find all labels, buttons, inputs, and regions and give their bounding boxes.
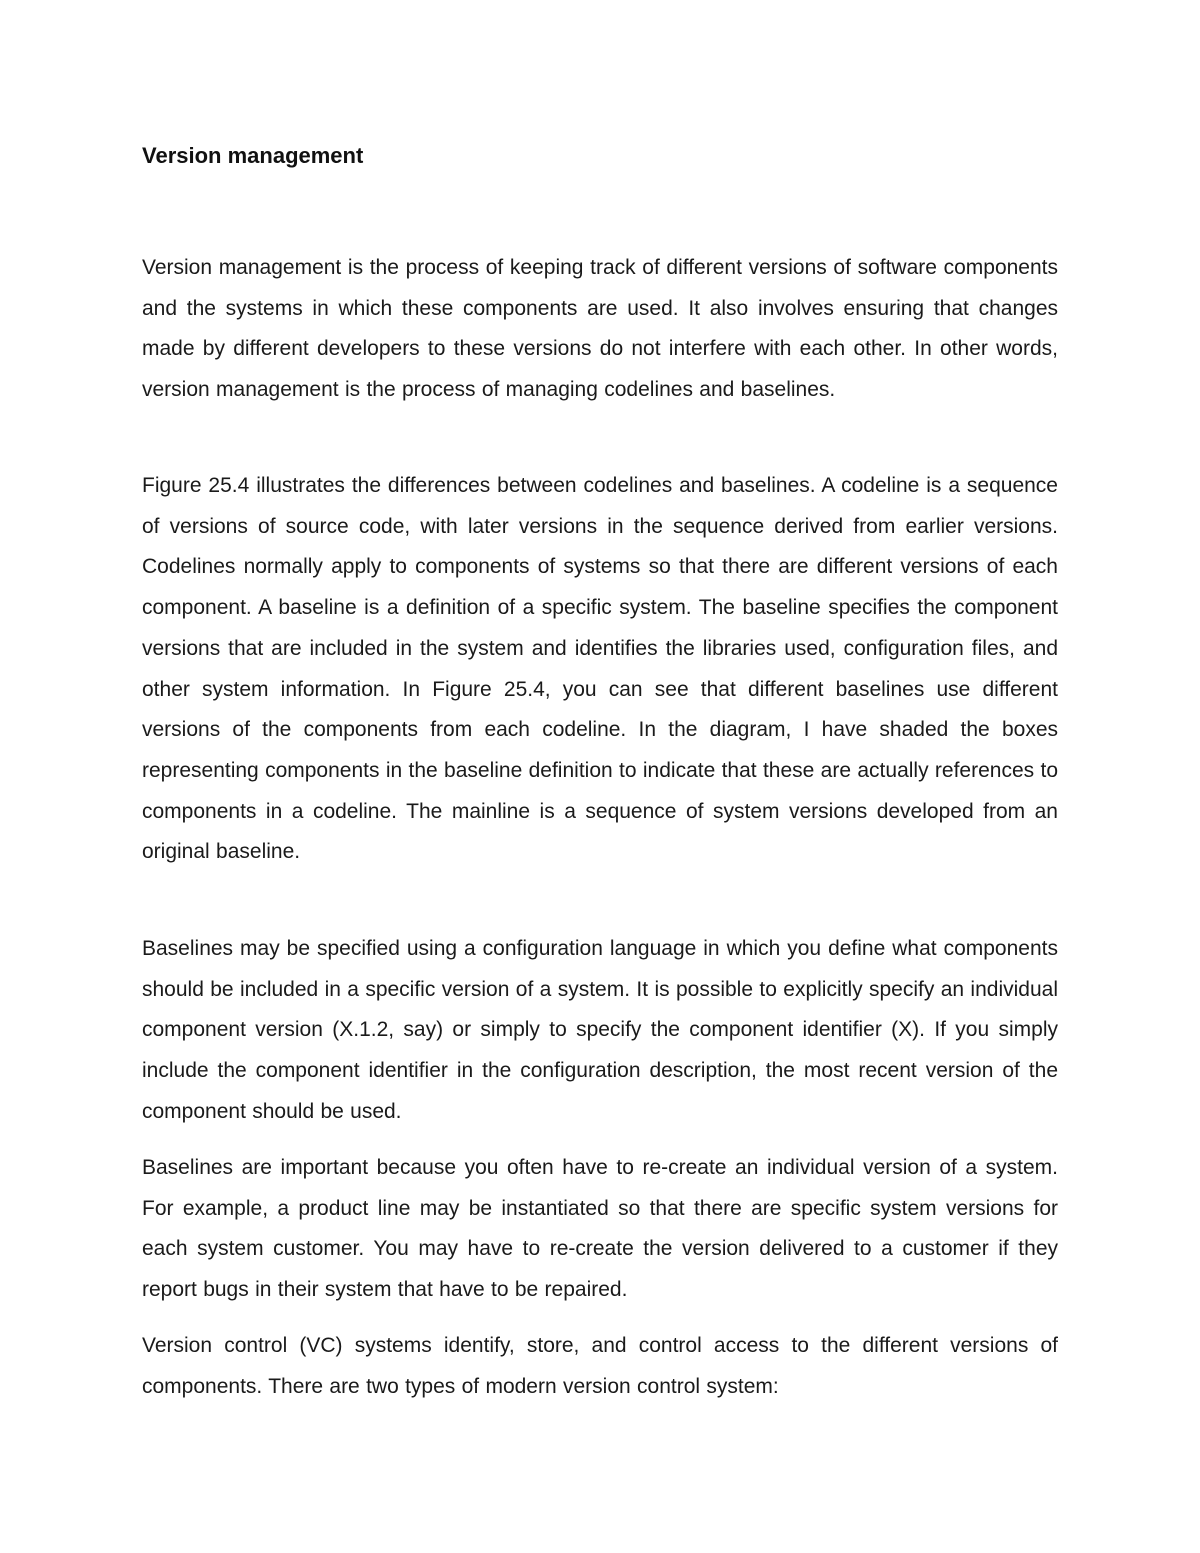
paragraph-version-management-definition: Version management is the process of keeping track of different versions of software components and the systems in which these components are used. It also involves ensuring that changes made by different developers to these versions do not interfere with each other. In other words, version management is the process of managing codelines and baselines. [142,256,1058,402]
paragraph-codelines-baselines: Figure 25.4 illustrates the differences between codelines and baselines. A codeline is a sequence of versions of source code, with later versions in the sequence derived from earlier versions. Codelines normally apply to components of systems so that there are different versions of each component. A baseline is a definition of a specific system. The baseline specifies the component versions that are included in the system and identifies the libraries used, configuration files, and other system information. In Figure 25.4, you can see that different baselines use different versions of the components from each codeline. In the diagram, I have shaded the boxes representing components in the baseline definition to indicate that these are actually references to components in a codeline. The mainline is a sequence of system versions developed from an original baseline. [142,474,1058,864]
paragraph-configuration-language: Baselines may be specified using a configuration language in which you define what components should be included in a specific version of a system. It is possible to explicitly specify an individual component version (X.1.2, say) or simply to specify the component identifier (X). If you simply include the component identifier in the configuration description, the most recent version of the component should be used. [142,937,1058,1123]
paragraph-baselines-importance: Baselines are important because you often have to re-create an individual version of a system. For example, a product line may be instantiated so that there are specific system versions for each system customer. You may have to re-create the version delivered to a customer if they report bugs in their system that have to be repaired. [142,1156,1058,1302]
document-title: Version management [142,143,364,168]
paragraph-version-control-systems: Version control (VC) systems identify, store, and control access to the different versions of components. There are two types of modern version control system: [142,1334,1058,1398]
